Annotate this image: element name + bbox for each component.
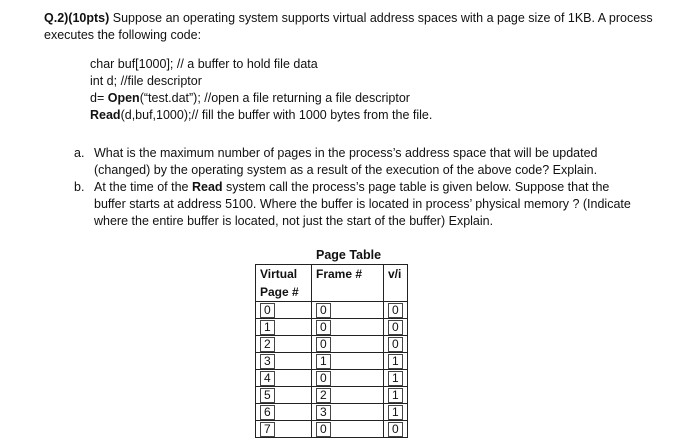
virtual-page-cell (256, 319, 312, 336)
header-virtual-page: Virtual Page # (256, 265, 312, 302)
virtual-page-cell-value: 0 (260, 303, 275, 318)
table-row (256, 370, 408, 387)
virtual-page-cell-value: 3 (260, 354, 275, 369)
table-row (256, 421, 408, 438)
valid-cell (384, 302, 408, 319)
part-b-text-before: At the time of the (94, 180, 192, 194)
part-a-text: What is the maximum number of pages in the process’s address space that will be updated (changed) by the operating system as a result of the execution of the above code? Explain. (94, 146, 598, 177)
valid-cell (384, 370, 408, 387)
frame-cell-value: 3 (316, 405, 331, 420)
frame-cell-value: 2 (316, 388, 331, 403)
valid-cell (384, 404, 408, 421)
code-line-1: char buf[1000]; // a buffer to hold file data (90, 57, 318, 71)
part-b-marker: b. (74, 180, 85, 194)
valid-cell (384, 336, 408, 353)
frame-cell-value: 1 (316, 354, 331, 369)
part-b-text-after: system call the process’s page table is given below. Suppose that the buffer starts at address 5100. Where the buffer is located in process’ physical memory ? (Indicate where the entire buffer is located, not just the start of the buffer) Explain. (94, 180, 631, 228)
code-line-4-suffix: (d,buf,1000);// fill the buffer with 1000 bytes from the file. (120, 108, 433, 122)
frame-cell (312, 353, 384, 370)
virtual-page-cell (256, 404, 312, 421)
frame-cell-value: 0 (316, 320, 331, 335)
virtual-page-cell-value: 5 (260, 388, 275, 403)
part-a (74, 145, 644, 179)
part-b-text (94, 179, 644, 230)
part-b-text-bold: Read (191, 180, 223, 194)
frame-cell (312, 370, 384, 387)
code-block (90, 56, 432, 124)
frame-cell-value: 0 (316, 422, 331, 437)
valid-cell (384, 387, 408, 404)
code-line-3-prefix: d= (90, 91, 108, 105)
valid-cell-value: 0 (388, 320, 403, 335)
frame-cell (312, 387, 384, 404)
table-row (256, 302, 408, 319)
frame-cell-value: 0 (316, 371, 331, 386)
valid-cell (384, 353, 408, 370)
virtual-page-cell (256, 421, 312, 438)
virtual-page-cell-value: 1 (260, 320, 275, 335)
virtual-page-cell (256, 370, 312, 387)
page-table-title: Page Table (316, 248, 382, 262)
virtual-page-cell (256, 387, 312, 404)
valid-cell-value: 0 (388, 337, 403, 352)
part-b (74, 179, 644, 230)
virtual-page-cell-value: 6 (260, 405, 275, 420)
frame-cell-value: 0 (316, 337, 331, 352)
table-row (256, 336, 408, 353)
code-line-3 (90, 90, 432, 107)
valid-cell (384, 319, 408, 336)
code-line-3-open: Open (107, 91, 140, 105)
frame-cell (312, 336, 384, 353)
valid-cell-value: 1 (388, 354, 403, 369)
page-table (255, 264, 408, 438)
table-row (256, 387, 408, 404)
code-line-3-suffix: (“test.dat”); //open a file returning a file descriptor (139, 91, 410, 105)
valid-cell-value: 0 (388, 303, 403, 318)
page-table-header-row (256, 265, 408, 302)
part-a-marker: a. (74, 146, 85, 160)
table-row (256, 353, 408, 370)
table-row (256, 404, 408, 421)
virtual-page-cell-value: 4 (260, 371, 275, 386)
virtual-page-cell-value: 7 (260, 422, 275, 437)
table-row (256, 319, 408, 336)
code-line-4 (90, 107, 432, 124)
code-line-2: int d; //file descriptor (90, 74, 202, 88)
valid-cell-value: 1 (388, 405, 403, 420)
frame-cell (312, 302, 384, 319)
question-parts (74, 145, 644, 230)
frame-cell (312, 421, 384, 438)
valid-cell-value: 1 (388, 388, 403, 403)
code-line-4-read: Read (90, 108, 121, 122)
frame-cell (312, 404, 384, 421)
header-frame: Frame # (312, 265, 384, 302)
question-heading (44, 10, 664, 44)
valid-cell-value: 1 (388, 371, 403, 386)
frame-cell-value: 0 (316, 303, 331, 318)
question-text: Suppose an operating system supports virtual address spaces with a page size of 1KB. A process executes the following code: (44, 11, 653, 42)
virtual-page-cell-value: 2 (260, 337, 275, 352)
question-label: Q.2)(10pts) (44, 11, 110, 25)
virtual-page-cell (256, 336, 312, 353)
valid-cell (384, 421, 408, 438)
valid-cell-value: 0 (388, 422, 403, 437)
header-valid: v/i (384, 265, 408, 302)
virtual-page-cell (256, 353, 312, 370)
frame-cell (312, 319, 384, 336)
page-table-body (256, 302, 408, 438)
virtual-page-cell (256, 302, 312, 319)
